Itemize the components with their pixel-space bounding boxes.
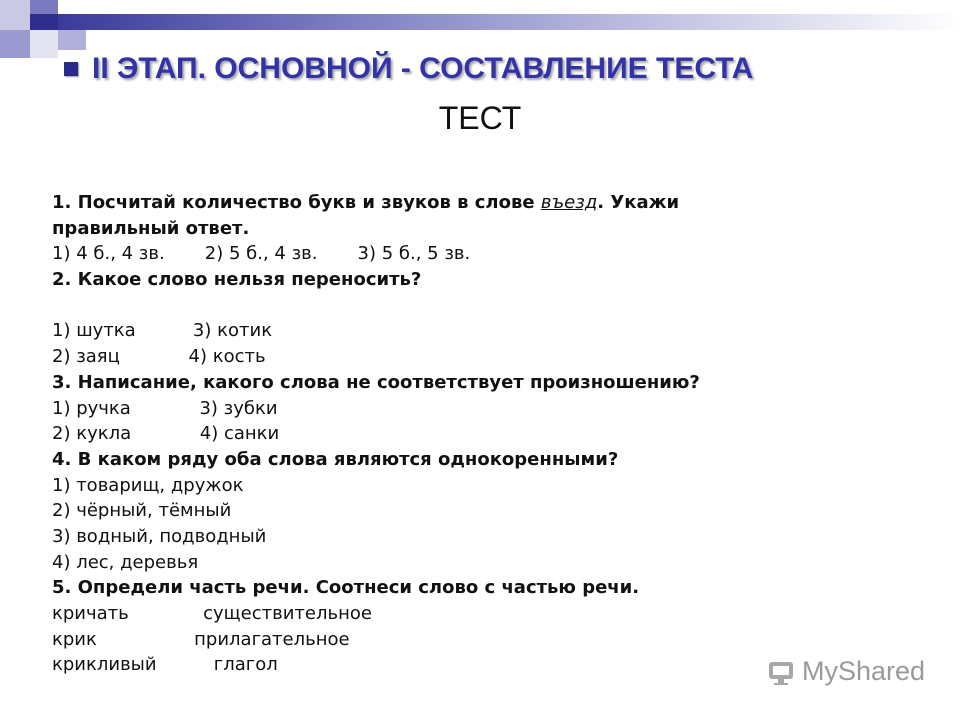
- question-1-options: 1) 4 б., 4 зв. 2) 5 б., 4 зв. 3) 5 б., 5 зв.: [52, 243, 471, 265]
- spacer: [52, 293, 812, 319]
- slide-subtitle: ТЕСТ: [438, 100, 522, 136]
- question-3-option-row: 1) ручка 3) зубки: [52, 397, 278, 419]
- slide-title-text: II ЭТАП. ОСНОВНОЙ - СОСТАВЛЕНИЕ ТЕСТА: [92, 52, 754, 85]
- question-4-option: 4) лес, деревья: [52, 551, 199, 573]
- corner-square: [30, 30, 58, 58]
- corner-square: [58, 30, 86, 50]
- question-2: 2. Какое слово нельзя переносить?: [52, 269, 422, 291]
- corner-square: [30, 0, 58, 14]
- corner-square: [0, 0, 30, 30]
- question-5-row: кричать существительное: [52, 603, 372, 624]
- question-1: 1. Посчитай количество букв и звуков в слове въезд. Укажи: [52, 192, 680, 213]
- question-5: 5. Определи часть речи. Соотнеси слово с частью речи.: [52, 577, 640, 599]
- question-5-row: крикливый глагол: [52, 654, 278, 676]
- slide-title: [64, 52, 753, 86]
- question-2-option-row: 2) заяц 4) кость: [52, 346, 266, 368]
- corner-square: [0, 30, 30, 58]
- top-gradient-bar: [58, 14, 960, 30]
- question-4: 4. В каком ряду оба слова являются однокоренными?: [52, 448, 619, 470]
- corner-square: [30, 14, 58, 30]
- myshared-watermark[interactable]: [766, 656, 925, 687]
- watermark-text: MyShared: [802, 656, 926, 686]
- question-1-cont: правильный ответ.: [52, 217, 250, 239]
- question-5-row: крик прилагательное: [52, 628, 350, 650]
- question-2-option-row: 1) шутка 3) котик: [52, 320, 273, 342]
- question-3-option-row: 2) кукла 4) санки: [52, 423, 280, 445]
- question-4-option: 3) водный, подводный: [52, 525, 267, 547]
- word-underlined: въезд: [540, 192, 598, 213]
- test-content: [52, 190, 812, 678]
- bullet-square-icon: [64, 62, 78, 76]
- question-3: 3. Написание, какого слова не соответствует произношению?: [52, 371, 700, 393]
- question-4-option: 2) чёрный, тёмный: [52, 500, 232, 522]
- question-4-option: 1) товарищ, дружок: [52, 474, 244, 496]
- myshared-logo-icon: [766, 657, 796, 687]
